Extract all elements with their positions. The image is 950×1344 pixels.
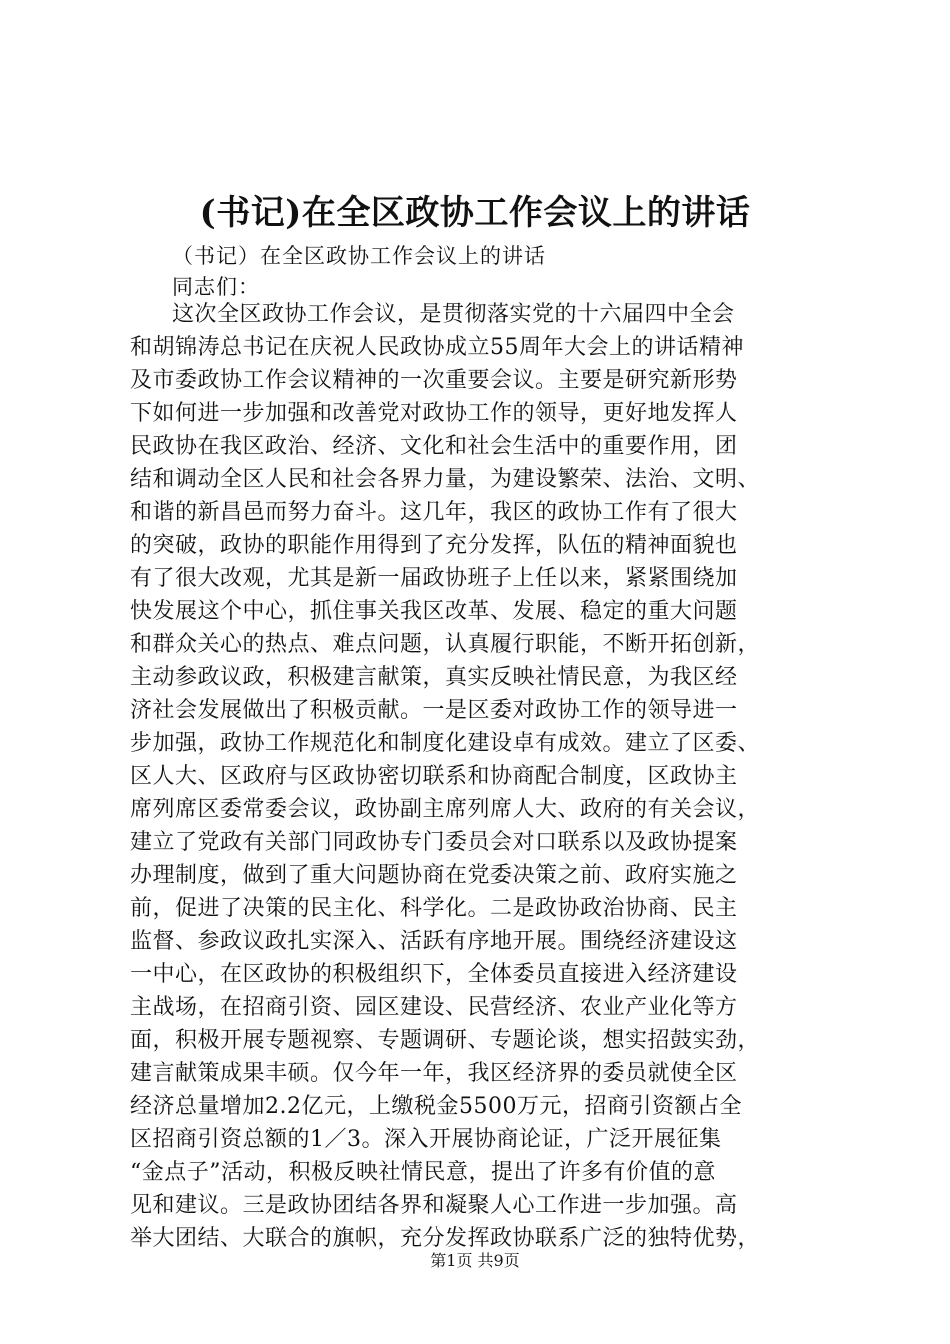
body-text — [130, 298, 830, 1255]
body-line: 有了很大改观，尤其是新一届政协班子上任以来，紧紧围绕加 — [130, 566, 738, 591]
body-line: “金点子”活动，积极反映社情民意，提出了许多有价值的意 — [130, 1160, 716, 1185]
body-line: 的突破，政协的职能作用得到了充分发挥，队伍的精神面貌也 — [130, 533, 738, 558]
body-line: 举大团结、大联合的旗帜，充分发挥政协联系广泛的独特优势， — [130, 1226, 761, 1251]
body-line: 办理制度，做到了重大问题协商在党委决策之前、政府实施之 — [130, 863, 738, 888]
body-line: 和胡锦涛总书记在庆祝人民政协成立55周年大会上的讲话精神 — [130, 335, 744, 360]
body-line: 见和建议。三是政协团结各界和凝聚人心工作进一步加强。高 — [130, 1193, 738, 1218]
body-line: 建立了党政有关部门同政协专门委员会对口联系以及政协提案 — [130, 830, 738, 855]
body-line: 这次全区政协工作会议，是贯彻落实党的十六届四中全会 — [172, 302, 735, 327]
body-line: 下如何进一步加强和改善党对政协工作的领导，更好地发挥人 — [130, 401, 738, 426]
body-line: 区人大、区政府与区政协密切联系和协商配合制度，区政协主 — [130, 764, 738, 789]
body-line: 面，积极开展专题视察、专题调研、专题论谈，想实招鼓实劲， — [130, 1028, 761, 1053]
body-line: 快发展这个中心，抓住事关我区改革、发展、稳定的重大问题 — [130, 599, 738, 624]
salutation: 同志们： — [172, 275, 260, 299]
body-line: 和谐的新昌邑而努力奋斗。这几年，我区的政协工作有了很大 — [130, 500, 738, 525]
body-line: 席列席区委常委会议，政协副主席列席人大、政府的有关会议， — [130, 797, 761, 822]
body-line: 步加强，政协工作规范化和制度化建设卓有成效。建立了区委、 — [130, 731, 761, 756]
body-line: 济社会发展做出了积极贡献。一是区委对政协工作的领导进一 — [130, 698, 738, 723]
body-line: 主战场，在招商引资、园区建设、民营经济、农业产业化等方 — [130, 995, 738, 1020]
body-line: 区招商引资总额的1／3。深入开展协商论证，广泛开展征集 — [130, 1127, 722, 1152]
body-line: 一中心，在区政协的积极组织下，全体委员直接进入经济建设 — [130, 962, 738, 987]
body-line: 前，促进了决策的民主化、科学化。二是政协政治协商、民主 — [130, 896, 738, 921]
body-line: 和群众关心的热点、难点问题，认真履行职能，不断开拓创新， — [130, 632, 761, 657]
page-footer: 第1页 共9页 — [430, 1251, 520, 1270]
document-title: (书记)在全区政协工作会议上的讲话 — [199, 193, 751, 233]
body-line: 监督、参政议政扎实深入、活跃有序地开展。围绕经济建设这 — [130, 929, 738, 954]
body-line: 民政协在我区政治、经济、文化和社会生活中的重要作用，团 — [130, 434, 738, 459]
body-line: 结和调动全区人民和社会各界力量，为建设繁荣、法治、文明、 — [130, 467, 761, 492]
document-subtitle: （书记）在全区政协工作会议上的讲话 — [172, 244, 546, 268]
body-line: 经济总量增加2.2亿元，上缴税金5500万元，招商引资额占全 — [130, 1094, 742, 1119]
body-line: 建言献策成果丰硕。仅今年一年，我区经济界的委员就使全区 — [130, 1061, 738, 1086]
body-line: 及市委政协工作会议精神的一次重要会议。主要是研究新形势 — [130, 368, 738, 393]
body-line: 主动参政议政，积极建言献策，真实反映社情民意，为我区经 — [130, 665, 738, 690]
